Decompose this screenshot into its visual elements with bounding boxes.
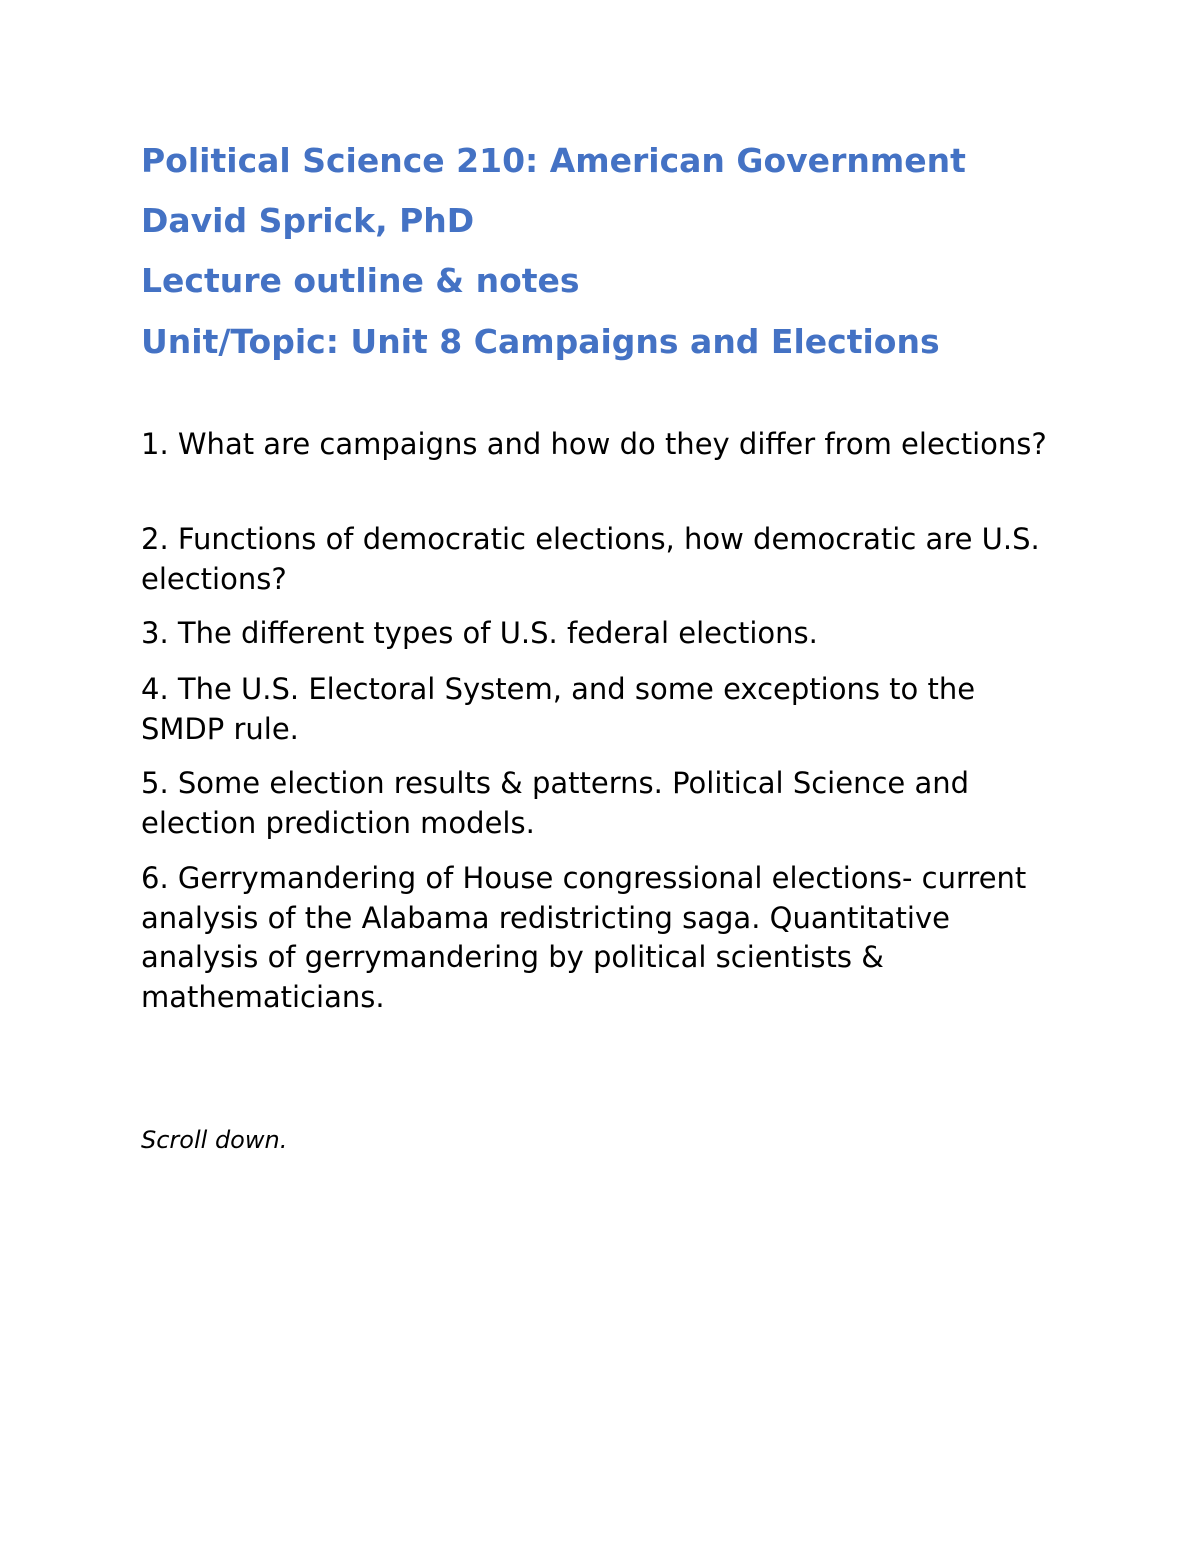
outline-item-4: 4. The U.S. Electoral System, and some exceptions to the SMDP rule. bbox=[141, 672, 976, 746]
outline-item-1: 1. What are campaigns and how do they differ from elections? bbox=[141, 427, 1047, 461]
course-title: Political Science 210: American Government bbox=[141, 141, 966, 180]
outline-item-3: 3. The different types of U.S. federal elections. bbox=[141, 616, 818, 650]
scroll-down-note: Scroll down. bbox=[141, 1126, 288, 1154]
outline-item-5: 5. Some election results & patterns. Political Science and election prediction models. bbox=[141, 766, 970, 840]
instructor-name: David Sprick, PhD bbox=[141, 201, 475, 240]
document-type: Lecture outline & notes bbox=[141, 261, 580, 300]
outline-item-6: 6. Gerrymandering of House congressional elections- current analysis of the Alabama redistricting saga. Quantitative analysis of gerrymandering by political scientists & mathematicians. bbox=[141, 861, 1027, 1014]
outline-item-2: 2. Functions of democratic elections, how democratic are U.S. elections? bbox=[141, 522, 1040, 596]
unit-topic: Unit/Topic: Unit 8 Campaigns and Elections bbox=[141, 322, 940, 361]
